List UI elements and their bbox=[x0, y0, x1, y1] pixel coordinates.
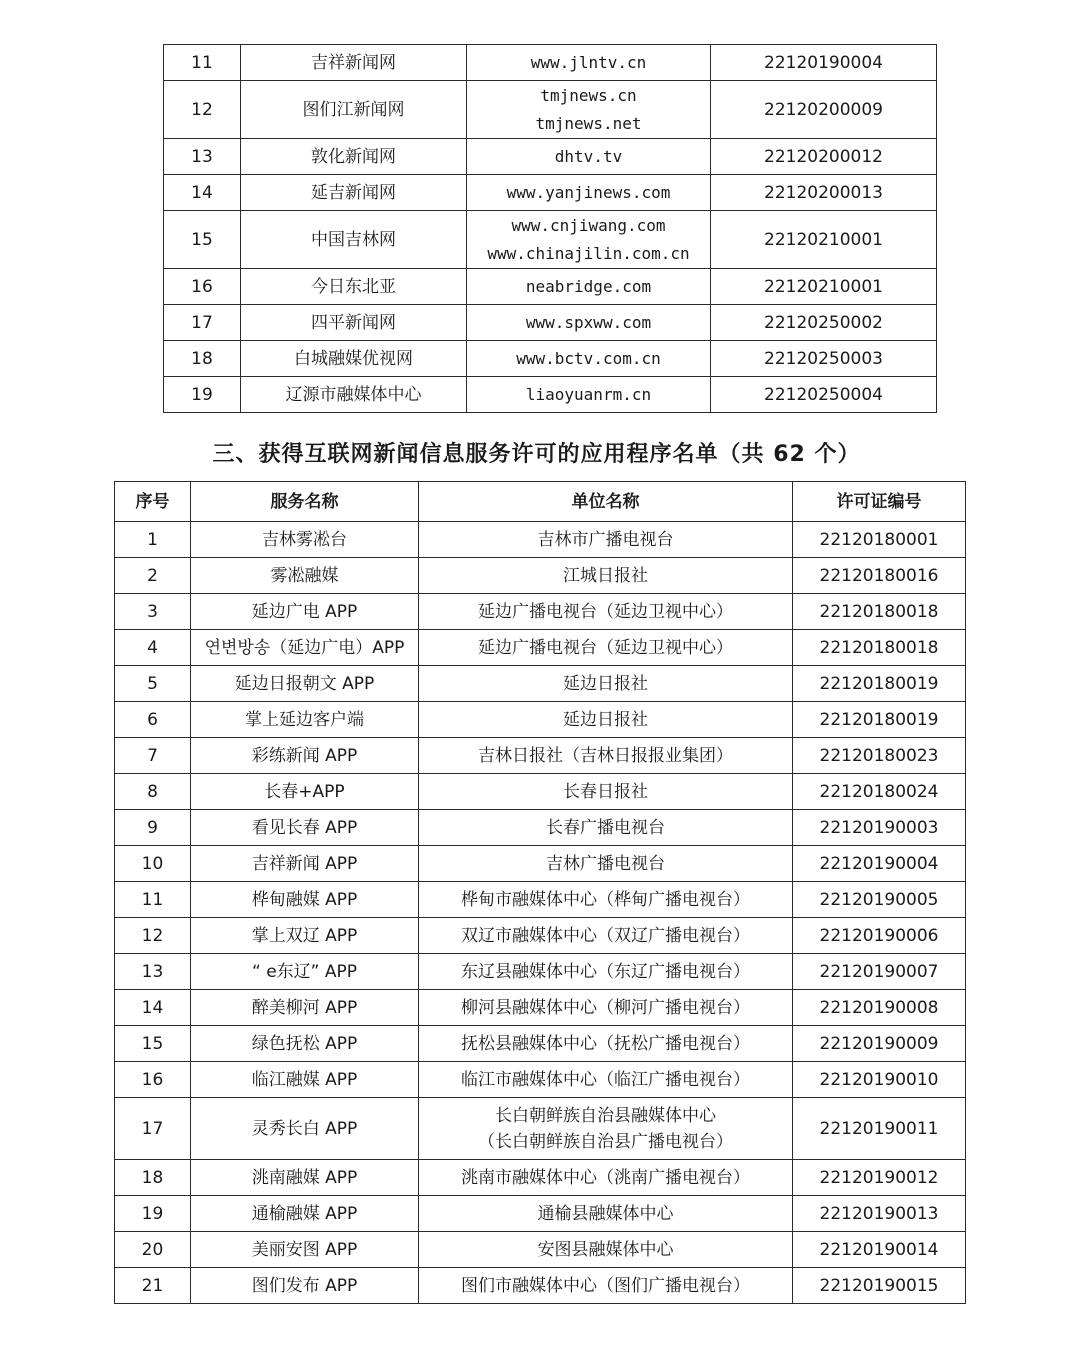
website-url-line: www.bctv.com.cn bbox=[516, 348, 661, 368]
row-number: 6 bbox=[115, 702, 191, 738]
website-url-line: liaoyuanrm.cn bbox=[525, 384, 652, 404]
unit-name bbox=[419, 558, 793, 594]
unit-name bbox=[419, 918, 793, 954]
table-row bbox=[115, 1160, 966, 1196]
license-number: 22120200013 bbox=[711, 175, 937, 211]
service-name: 雾凇融媒 bbox=[191, 558, 419, 594]
row-number: 5 bbox=[115, 666, 191, 702]
table-row bbox=[115, 630, 966, 666]
license-number: 22120190007 bbox=[793, 954, 966, 990]
website-url bbox=[467, 341, 711, 377]
website-license-table bbox=[163, 44, 937, 413]
website-url-line: tmjnews.net bbox=[535, 113, 642, 133]
unit-name-line: 延边广播电视台（延边卫视中心） bbox=[478, 601, 733, 622]
service-name: 연변방송（延边广电）APP bbox=[191, 630, 419, 666]
license-number: 22120190005 bbox=[793, 882, 966, 918]
service-name: 醉美柳河 APP bbox=[191, 990, 419, 1026]
unit-name-line: 延边日报社 bbox=[563, 709, 648, 730]
row-number: 17 bbox=[115, 1098, 191, 1160]
table-row bbox=[115, 702, 966, 738]
license-number: 22120250003 bbox=[711, 341, 937, 377]
service-name: 灵秀长白 APP bbox=[191, 1098, 419, 1160]
license-number: 22120190006 bbox=[793, 918, 966, 954]
unit-name-line: 延边日报社 bbox=[563, 673, 648, 694]
service-name: 美丽安图 APP bbox=[191, 1232, 419, 1268]
website-name: 图们江新闻网 bbox=[241, 81, 467, 139]
table-row bbox=[115, 558, 966, 594]
website-url bbox=[467, 139, 711, 175]
header-service-name: 服务名称 bbox=[191, 482, 419, 522]
license-number: 22120190012 bbox=[793, 1160, 966, 1196]
row-number: 17 bbox=[164, 305, 241, 341]
unit-name bbox=[419, 1196, 793, 1232]
table-row bbox=[164, 81, 937, 139]
unit-name bbox=[419, 774, 793, 810]
unit-name bbox=[419, 1062, 793, 1098]
license-number: 22120180024 bbox=[793, 774, 966, 810]
row-number: 11 bbox=[164, 45, 241, 81]
website-url bbox=[467, 45, 711, 81]
row-number: 21 bbox=[115, 1268, 191, 1304]
row-number: 4 bbox=[115, 630, 191, 666]
unit-name-line: 长春日报社 bbox=[563, 781, 648, 802]
service-name: 洮南融媒 APP bbox=[191, 1160, 419, 1196]
row-number: 8 bbox=[115, 774, 191, 810]
unit-name-line: 吉林广播电视台 bbox=[546, 853, 665, 874]
unit-name-line: 通榆县融媒体中心 bbox=[537, 1203, 674, 1224]
table-row bbox=[115, 846, 966, 882]
unit-name bbox=[419, 954, 793, 990]
table-row bbox=[115, 1098, 966, 1160]
website-url bbox=[467, 377, 711, 413]
service-name: 图们发布 APP bbox=[191, 1268, 419, 1304]
row-number: 18 bbox=[164, 341, 241, 377]
service-name: 绿色抚松 APP bbox=[191, 1026, 419, 1062]
service-name: 吉祥新闻 APP bbox=[191, 846, 419, 882]
website-url-line: www.spxww.com bbox=[525, 312, 652, 332]
license-number: 22120180001 bbox=[793, 522, 966, 558]
unit-name-line: 柳河县融媒体中心（柳河广播电视台） bbox=[461, 997, 750, 1018]
table-row bbox=[164, 45, 937, 81]
service-name: 临江融媒 APP bbox=[191, 1062, 419, 1098]
unit-name-line: （长白朝鲜族自治县广播电视台） bbox=[478, 1131, 733, 1152]
service-name: 吉林雾凇台 bbox=[191, 522, 419, 558]
license-number: 22120190015 bbox=[793, 1268, 966, 1304]
row-number: 16 bbox=[115, 1062, 191, 1098]
row-number: 14 bbox=[115, 990, 191, 1026]
row-number: 15 bbox=[164, 211, 241, 269]
website-url-line: www.jlntv.cn bbox=[530, 52, 647, 72]
license-number: 22120250004 bbox=[711, 377, 937, 413]
website-url-line: www.cnjiwang.com bbox=[511, 215, 666, 235]
license-number: 22120180023 bbox=[793, 738, 966, 774]
unit-name bbox=[419, 702, 793, 738]
website-name: 四平新闻网 bbox=[241, 305, 467, 341]
table-row bbox=[164, 139, 937, 175]
license-number: 22120180018 bbox=[793, 630, 966, 666]
license-number: 22120190013 bbox=[793, 1196, 966, 1232]
service-name: 延边日报朝文 APP bbox=[191, 666, 419, 702]
unit-name-line: 双辽市融媒体中心（双辽广播电视台） bbox=[461, 925, 750, 946]
license-number: 22120180018 bbox=[793, 594, 966, 630]
row-number: 3 bbox=[115, 594, 191, 630]
unit-name bbox=[419, 630, 793, 666]
table-row bbox=[164, 211, 937, 269]
service-name: 桦甸融媒 APP bbox=[191, 882, 419, 918]
website-name: 今日东北亚 bbox=[241, 269, 467, 305]
unit-name bbox=[419, 738, 793, 774]
unit-name-line: 东辽县融媒体中心（东辽广播电视台） bbox=[461, 961, 750, 982]
table-row bbox=[115, 810, 966, 846]
row-number: 1 bbox=[115, 522, 191, 558]
row-number: 7 bbox=[115, 738, 191, 774]
website-table-body bbox=[164, 45, 937, 413]
row-number: 16 bbox=[164, 269, 241, 305]
website-url bbox=[467, 211, 711, 269]
unit-name-line: 临江市融媒体中心（临江广播电视台） bbox=[461, 1069, 750, 1090]
unit-name bbox=[419, 666, 793, 702]
license-number: 22120210001 bbox=[711, 269, 937, 305]
website-url-line: dhtv.tv bbox=[554, 146, 623, 166]
row-number: 14 bbox=[164, 175, 241, 211]
unit-name bbox=[419, 522, 793, 558]
table-row bbox=[115, 1268, 966, 1304]
license-number: 22120190009 bbox=[793, 1026, 966, 1062]
section-heading: 三、获得互联网新闻信息服务许可的应用程序名单（共 62 个） bbox=[212, 442, 861, 467]
row-number: 12 bbox=[164, 81, 241, 139]
table-row bbox=[115, 1062, 966, 1098]
service-name: 长春+APP bbox=[191, 774, 419, 810]
service-name: 通榆融媒 APP bbox=[191, 1196, 419, 1232]
website-name: 敦化新闻网 bbox=[241, 139, 467, 175]
license-number: 22120180016 bbox=[793, 558, 966, 594]
unit-name bbox=[419, 990, 793, 1026]
unit-name bbox=[419, 1268, 793, 1304]
unit-name bbox=[419, 882, 793, 918]
table-row bbox=[115, 594, 966, 630]
unit-name-line: 延边广播电视台（延边卫视中心） bbox=[478, 637, 733, 658]
unit-name-line: 长春广播电视台 bbox=[546, 817, 665, 838]
row-number: 18 bbox=[115, 1160, 191, 1196]
license-number: 22120190014 bbox=[793, 1232, 966, 1268]
license-number: 22120180019 bbox=[793, 702, 966, 738]
row-number: 10 bbox=[115, 846, 191, 882]
website-url bbox=[467, 269, 711, 305]
license-number: 22120190008 bbox=[793, 990, 966, 1026]
table-row bbox=[164, 269, 937, 305]
app-table-body bbox=[115, 522, 966, 1304]
service-name: “ e东辽” APP bbox=[191, 954, 419, 990]
website-name: 吉祥新闻网 bbox=[241, 45, 467, 81]
unit-name-line: 长白朝鲜族自治县融媒体中心 bbox=[495, 1105, 716, 1126]
header-license-number: 许可证编号 bbox=[793, 482, 966, 522]
license-number: 22120180019 bbox=[793, 666, 966, 702]
website-url-line: tmjnews.cn bbox=[540, 85, 637, 105]
service-name: 看见长春 APP bbox=[191, 810, 419, 846]
license-number: 22120190010 bbox=[793, 1062, 966, 1098]
service-name: 掌上双辽 APP bbox=[191, 918, 419, 954]
license-number: 22120200012 bbox=[711, 139, 937, 175]
table-row bbox=[164, 175, 937, 211]
unit-name-line: 桦甸市融媒体中心（桦甸广播电视台） bbox=[461, 889, 750, 910]
unit-name bbox=[419, 846, 793, 882]
website-url bbox=[467, 175, 711, 211]
unit-name bbox=[419, 1160, 793, 1196]
website-name: 白城融媒优视网 bbox=[241, 341, 467, 377]
service-name: 掌上延边客户端 bbox=[191, 702, 419, 738]
table-row bbox=[115, 1232, 966, 1268]
license-number: 22120190004 bbox=[711, 45, 937, 81]
unit-name-line: 吉林日报社（吉林日报报业集团） bbox=[478, 745, 733, 766]
table-row bbox=[115, 1196, 966, 1232]
license-number: 22120200009 bbox=[711, 81, 937, 139]
table-row bbox=[164, 377, 937, 413]
website-name: 中国吉林网 bbox=[241, 211, 467, 269]
license-number: 22120190004 bbox=[793, 846, 966, 882]
website-url-line: www.yanjinews.com bbox=[506, 182, 671, 202]
table-row bbox=[115, 1026, 966, 1062]
unit-name-line: 抚松县融媒体中心（抚松广播电视台） bbox=[461, 1033, 750, 1054]
unit-name-line: 江城日报社 bbox=[563, 565, 648, 586]
license-number: 22120190003 bbox=[793, 810, 966, 846]
table-row bbox=[115, 882, 966, 918]
license-number: 22120190011 bbox=[793, 1098, 966, 1160]
row-number: 13 bbox=[115, 954, 191, 990]
row-number: 9 bbox=[115, 810, 191, 846]
app-license-table bbox=[114, 481, 966, 1304]
header-number: 序号 bbox=[115, 482, 191, 522]
table-row bbox=[115, 954, 966, 990]
table-row bbox=[164, 305, 937, 341]
table-row bbox=[115, 522, 966, 558]
table-row bbox=[115, 990, 966, 1026]
website-url bbox=[467, 81, 711, 139]
unit-name bbox=[419, 1026, 793, 1062]
unit-name bbox=[419, 810, 793, 846]
row-number: 13 bbox=[164, 139, 241, 175]
website-url bbox=[467, 305, 711, 341]
row-number: 2 bbox=[115, 558, 191, 594]
unit-name-line: 吉林市广播电视台 bbox=[537, 529, 674, 550]
unit-name-line: 安图县融媒体中心 bbox=[537, 1239, 674, 1260]
unit-name bbox=[419, 1232, 793, 1268]
table-row bbox=[115, 738, 966, 774]
row-number: 19 bbox=[164, 377, 241, 413]
row-number: 15 bbox=[115, 1026, 191, 1062]
header-unit-name: 单位名称 bbox=[419, 482, 793, 522]
unit-name-line: 图们市融媒体中心（图们广播电视台） bbox=[461, 1275, 750, 1296]
unit-name-line: 洮南市融媒体中心（洮南广播电视台） bbox=[461, 1167, 750, 1188]
row-number: 19 bbox=[115, 1196, 191, 1232]
app-table-header-row bbox=[115, 482, 966, 522]
table-row bbox=[164, 341, 937, 377]
row-number: 11 bbox=[115, 882, 191, 918]
license-number: 22120250002 bbox=[711, 305, 937, 341]
table-row bbox=[115, 774, 966, 810]
row-number: 20 bbox=[115, 1232, 191, 1268]
service-name: 彩练新闻 APP bbox=[191, 738, 419, 774]
unit-name bbox=[419, 594, 793, 630]
website-url-line: neabridge.com bbox=[525, 276, 652, 296]
website-name: 延吉新闻网 bbox=[241, 175, 467, 211]
service-name: 延边广电 APP bbox=[191, 594, 419, 630]
website-url-line: www.chinajilin.com.cn bbox=[487, 243, 690, 263]
unit-name bbox=[419, 1098, 793, 1160]
website-name: 辽源市融媒体中心 bbox=[241, 377, 467, 413]
table-row bbox=[115, 918, 966, 954]
row-number: 12 bbox=[115, 918, 191, 954]
table-row bbox=[115, 666, 966, 702]
license-number: 22120210001 bbox=[711, 211, 937, 269]
